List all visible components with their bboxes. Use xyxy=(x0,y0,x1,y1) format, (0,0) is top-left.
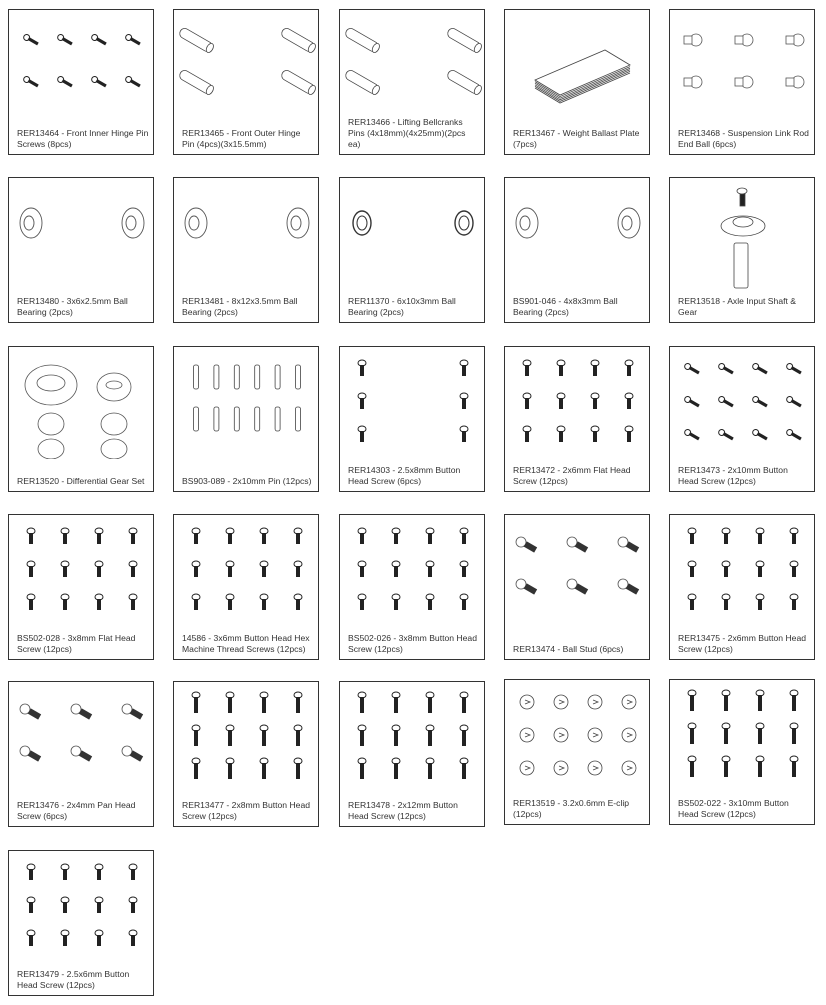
part-caption: BS502-026 - 3x8mm Button Head Screw (12pcs) xyxy=(348,633,477,654)
part-caption: RER13467 - Weight Ballast Plate (7pcs) xyxy=(513,128,640,149)
part-caption: BS502-022 - 3x10mm Button Head Screw (12pcs) xyxy=(678,798,789,819)
part-card xyxy=(669,514,815,660)
part-card xyxy=(173,177,319,323)
part-card xyxy=(8,850,154,996)
flat-screw-icon xyxy=(505,347,649,459)
angled-screw-icon xyxy=(670,347,814,459)
e-clip-icon xyxy=(505,680,649,792)
part-caption: 14586 - 3x6mm Button Head Hex Machine Thread Screws (12pcs) xyxy=(182,633,310,654)
part-card xyxy=(8,9,154,155)
part-card xyxy=(339,681,485,827)
part-caption: RER11370 - 6x10x3mm Ball Bearing (2pcs) xyxy=(348,296,456,317)
part-card xyxy=(8,346,154,492)
part-caption: RER13465 - Front Outer Hinge Pin (4pcs)(3x15.5mm) xyxy=(182,128,301,149)
part-caption: RER14303 - 2.5x8mm Button Head Screw (6pcs) xyxy=(348,465,461,486)
shaft-gear-icon xyxy=(670,178,814,290)
part-caption: RER13480 - 3x6x2.5mm Ball Bearing (2pcs) xyxy=(17,296,128,317)
part-caption: RER13520 - Differential Gear Set xyxy=(17,476,145,486)
flat-screw-icon xyxy=(9,515,153,627)
part-card xyxy=(8,514,154,660)
pan-screw-icon xyxy=(9,682,153,794)
part-caption: RER13468 - Suspension Link Rod End Ball (6pcs) xyxy=(678,128,809,149)
pin-icon xyxy=(174,10,318,122)
bearing-icon xyxy=(505,178,649,290)
part-caption: BS901-046 - 4x8x3mm Ball Bearing (2pcs) xyxy=(513,296,618,317)
part-card xyxy=(173,514,319,660)
small-pin-icon xyxy=(174,347,318,459)
part-card xyxy=(504,514,650,660)
part-caption: RER13464 - Front Inner Hinge Pin Screws (8pcs) xyxy=(17,128,149,149)
part-card xyxy=(504,679,650,825)
bearing-icon xyxy=(9,178,153,290)
angled-screw-icon xyxy=(9,10,153,122)
part-caption: RER13478 - 2x12mm Button Head Screw (12pcs) xyxy=(348,800,458,821)
plate-icon xyxy=(505,10,649,122)
bearing-icon xyxy=(340,178,484,290)
pin-icon xyxy=(340,10,484,122)
part-caption: RER13479 - 2.5x6mm Button Head Screw (12pcs) xyxy=(17,969,130,990)
part-card xyxy=(173,346,319,492)
rod-end-ball-icon xyxy=(670,10,814,122)
part-caption: BS903-089 - 2x10mm Pin (12pcs) xyxy=(182,476,312,486)
part-card xyxy=(339,514,485,660)
part-card xyxy=(173,681,319,827)
part-caption: RER13474 - Ball Stud (6pcs) xyxy=(513,644,624,654)
part-caption: RER13476 - 2x4mm Pan Head Screw (6pcs) xyxy=(17,800,136,821)
part-card xyxy=(669,9,815,155)
part-caption: RER13477 - 2x8mm Button Head Screw (12pcs) xyxy=(182,800,311,821)
part-caption: RER13519 - 3.2x0.6mm E-clip (12pcs) xyxy=(513,798,630,819)
part-caption: RER13518 - Axle Input Shaft & Gear xyxy=(678,296,796,317)
part-card xyxy=(504,346,650,492)
button-screw-icon xyxy=(670,515,814,627)
part-card xyxy=(669,679,815,825)
button-screw-icon xyxy=(670,680,814,792)
button-screw-icon xyxy=(174,682,318,794)
part-caption: RER13481 - 8x12x3.5mm Ball Bearing (2pcs) xyxy=(182,296,298,317)
button-screw-icon xyxy=(340,515,484,627)
part-card xyxy=(8,681,154,827)
ball-stud-icon xyxy=(505,515,649,627)
part-card xyxy=(339,177,485,323)
part-caption: BS502-028 - 3x8mm Flat Head Screw (12pcs) xyxy=(17,633,136,654)
part-card xyxy=(504,9,650,155)
part-caption: RER13475 - 2x6mm Button Head Screw (12pcs) xyxy=(678,633,807,654)
part-card xyxy=(339,346,485,492)
button-screw-icon xyxy=(174,515,318,627)
part-card xyxy=(669,177,815,323)
part-card xyxy=(504,177,650,323)
part-card xyxy=(8,177,154,323)
part-caption: RER13473 - 2x10mm Button Head Screw (12pcs) xyxy=(678,465,788,486)
part-card xyxy=(669,346,815,492)
part-card xyxy=(173,9,319,155)
button-screw-icon xyxy=(340,347,484,459)
button-screw-icon xyxy=(340,682,484,794)
bearing-icon xyxy=(174,178,318,290)
gear-set-icon xyxy=(9,347,153,459)
part-caption: RER13466 - Lifting Bellcranks Pins (4x18mm)(4x25mm)(2pcs ea) xyxy=(348,117,466,149)
button-screw-icon xyxy=(9,851,153,963)
part-card xyxy=(339,9,485,155)
part-caption: RER13472 - 2x6mm Flat Head Screw (12pcs) xyxy=(513,465,631,486)
